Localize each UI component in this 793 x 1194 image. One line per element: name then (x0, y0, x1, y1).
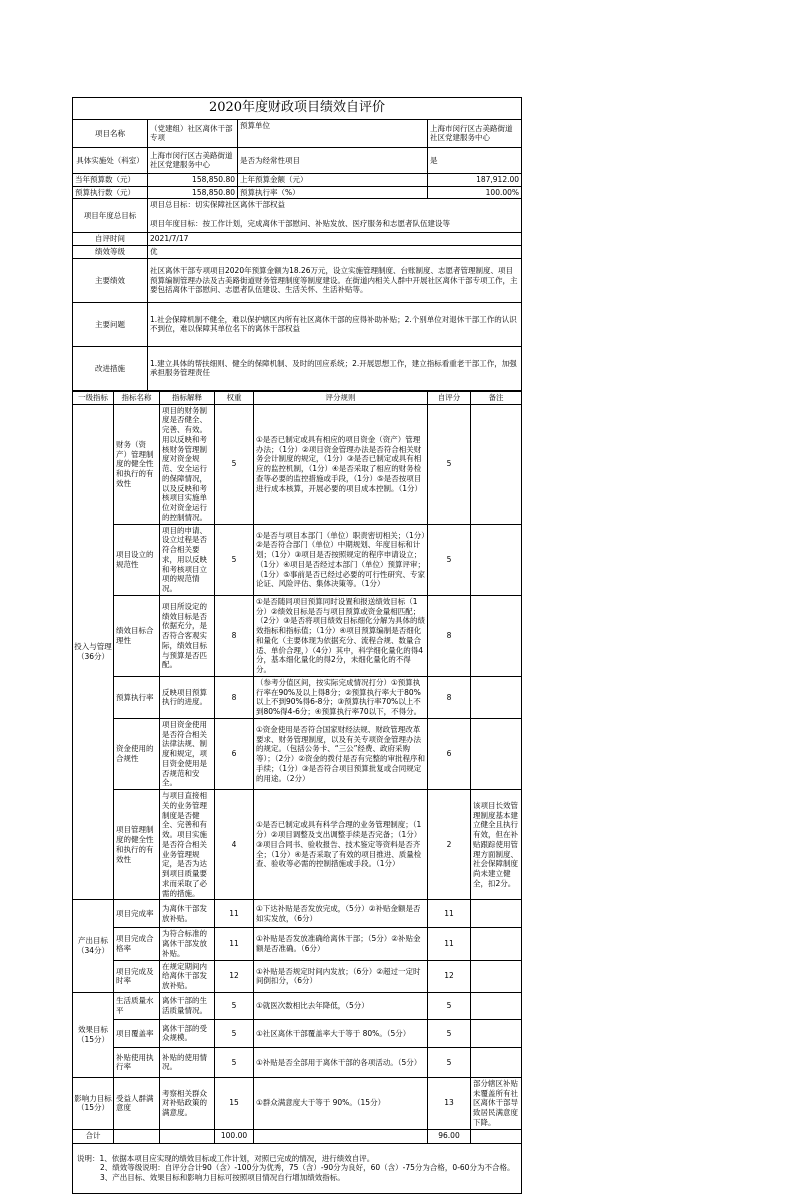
grade-value: 优 (148, 246, 522, 259)
indicator-name: 预算执行率 (114, 676, 160, 718)
indicator-name: 项目设立的规范性 (114, 524, 160, 595)
indicators-table (72, 391, 522, 1194)
indicator-row (73, 1077, 522, 1129)
header-rule: 评分规则 (254, 391, 428, 404)
indicator-note (471, 595, 522, 676)
indicator-name: 资金使用的合规性 (114, 718, 160, 789)
indicator-name: 受益人群满意度 (114, 1077, 160, 1129)
note-line-2: 2、绩效等级说明：自评分合计90（含）-100分为优秀，75（含）-90分为良好，60（含）-75分为合格，0-60分为不合格。 (100, 1163, 515, 1173)
prev-budget-value: 187,912.00 (428, 173, 522, 186)
indicator-row (73, 595, 522, 676)
annual-goal-value (148, 199, 522, 233)
budget-unit-label: 预算单位 (238, 119, 428, 147)
table-row (73, 246, 522, 259)
indicator-note (471, 928, 522, 960)
page-title: 2020年度财政项目绩效自评价 (73, 98, 522, 120)
header-weight: 权重 (215, 391, 254, 404)
indicator-row (73, 928, 522, 960)
indicator-score: 5 (428, 992, 471, 1019)
indicator-name: 绩效目标合理性 (114, 595, 160, 676)
indicator-weight: 11 (215, 900, 254, 928)
grade-label: 绩效等级 (73, 246, 148, 259)
indicator-note (471, 718, 522, 789)
indicator-row (73, 718, 522, 789)
execution-rate-value: 100.00% (428, 186, 522, 199)
indicator-name: 项目管理制度的健全性和执行的有效性 (114, 790, 160, 900)
indicator-weight: 4 (215, 790, 254, 900)
empty-cell (160, 1129, 215, 1143)
indicator-name: 项目完成率 (114, 900, 160, 928)
indicator-rule: ①就医次数相比去年降低，（5分） (254, 992, 428, 1019)
implementer-value: 上海市闵行区古美路街道社区党建服务中心 (148, 147, 238, 173)
indicator-rule: ①是否与项目本部门（单位）职责密切相关；（1分）②是否符合部门（单位）中期规划、年度目标和计划；（1分）③项目是否按照规定的程序申请设立；（1分）④项目是否经过本部门（单位）预算评审；（1分）⑤事前是否已经过必要的可行性研究、专家论证、风险评估、集体决策等。（1分） (254, 524, 428, 595)
problems-value: 1.社会保障机制不健全，难以保护辖区内所有社区离休干部的应得补助补贴；2.个别单位对退休干部工作的认识不到位，难以保障其单位名下的离休干部权益 (148, 302, 522, 346)
indicator-note: 该项目长效管理制度基本建立健全且执行有效，但在补贴跟踪使用管理方面制度、社会保障制度尚未建立健全，扣2分。 (471, 790, 522, 900)
indicator-explain: 在规定期间内给离休干部发放补贴。 (160, 960, 215, 992)
self-eval-time-label: 自评时间 (73, 233, 148, 246)
header-level1: 一级指标 (73, 391, 114, 404)
info-table (72, 97, 522, 391)
table-row (73, 346, 522, 390)
indicator-row (73, 992, 522, 1019)
indicator-rule: ①社区离休干部覆盖率大于等于 80%。（5分） (254, 1019, 428, 1047)
table-row (73, 173, 522, 186)
indicator-note (471, 960, 522, 992)
prev-budget-label: 上年预算金额（元） (238, 173, 428, 186)
indicator-weight: 11 (215, 928, 254, 960)
empty-cell (254, 1129, 428, 1143)
indicators-header-row (73, 391, 522, 404)
annual-goal-line1: 项目总目标：切实保障社区离休干部权益 (150, 200, 285, 210)
indicator-explain: 为离休干部发放补贴。 (160, 900, 215, 928)
spacer (150, 210, 519, 219)
indicator-name: 项目完成合格率 (114, 928, 160, 960)
indicator-rule: ①资金使用是否符合国家财经法规、财政管理改革要求、财务管理制度，以及有关专项资金管理办法的规定。（包括公务卡、“三公”经费、政府采购等）；（2分）②资金的拨付是否有完整的审批程序和手续；（1分）③是否符合项目预算批复或合同规定的用途。（2分） (254, 718, 428, 789)
execution-value: 158,850.80 (148, 186, 238, 199)
execution-rate-label: 预算执行率（%） (238, 186, 428, 199)
indicator-rule: （参考分值区间，按实际完成情况打分）①预算执行率在90%及以上得8分；②预算执行率大于80%以上不到90%得6-8分；③预算执行率70%以上不到80%得4-6分；④预算执行率70以下，不得分。 (254, 676, 428, 718)
total-row (73, 1129, 522, 1143)
indicator-explain: 项目所设定的绩效目标是否依据充分，是否符合客观实际，绩效目标与预算是否匹配。 (160, 595, 215, 676)
indicator-rule: ①补贴是否规定时间内发放；（6分）②超过一定时间倒扣分，（6分） (254, 960, 428, 992)
indicator-weight: 5 (215, 1047, 254, 1077)
indicator-score: 6 (428, 718, 471, 789)
indicator-score: 11 (428, 928, 471, 960)
indicator-row (73, 676, 522, 718)
empty-cell (114, 1129, 160, 1143)
current-budget-label: 当年预算数（元） (73, 173, 148, 186)
notes-row (73, 1143, 522, 1193)
problems-label: 主要问题 (73, 302, 148, 346)
group-cell: 产出目标（34分） (73, 900, 114, 993)
budget-unit-value: 上海市闵行区古美路街道社区党建服务中心 (428, 119, 522, 147)
improvements-value: 1.建立具体的帮扶细则、健全的保障机制、及时的回应系统；2.开展思想工作，建立指标看重老干部工作，加强承担服务管理责任 (148, 346, 522, 390)
table-row (73, 258, 522, 302)
project-name-label: 项目名称 (73, 119, 148, 147)
indicator-rule: ①是否已制定或具有相应的项目资金（资产）管理办法；（1分）②项目资金管理办法是否符合相关财务会计制度的规定，（1分）③是否已制定或具有相应的监控机制，（1分）④是否采取了相应的财务检查等必要的监控措施或手段，（1分）⑤是否按项目进行成本核算，开展必要的项目成本控制。（1分） (254, 404, 428, 524)
indicator-row (73, 900, 522, 928)
indicator-weight: 8 (215, 595, 254, 676)
indicator-row (73, 524, 522, 595)
indicator-explain: 为符合标准的离休干部发放补贴。 (160, 928, 215, 960)
indicator-rule: ①是否已制定或具有科学合理的业务管理制度；（1分）②项目调整及支出调整手续是否完备；（1分）③项目合同书、验收报告、技术鉴定等资料是否齐全；（1分）④是否采取了有效的项目推进、质量检查、验收等必需的控制措施或手段。（1分） (254, 790, 428, 900)
header-score: 自评分 (428, 391, 471, 404)
note-line-1: 说明：1、依据本项目应实现的绩效目标或工作计划，对照已完成的情况，进行绩效自评。 (77, 1153, 375, 1163)
indicator-weight: 5 (215, 1019, 254, 1047)
indicator-score: 5 (428, 1047, 471, 1077)
indicator-score: 5 (428, 1019, 471, 1047)
total-weight: 100.00 (215, 1129, 254, 1143)
indicator-score: 8 (428, 595, 471, 676)
indicator-row (73, 1019, 522, 1047)
title-row (73, 98, 522, 120)
indicator-explain: 补贴的使用情况。 (160, 1047, 215, 1077)
total-label: 合计 (73, 1129, 114, 1143)
indicator-name: 生活质量水平 (114, 992, 160, 1019)
table-row (73, 233, 522, 246)
indicator-note (471, 1047, 522, 1077)
project-name-value: （党建组）社区离休干部专项 (148, 119, 238, 147)
indicator-rule: ①补贴是否全部用于离休干部的各项活动。（5分） (254, 1047, 428, 1077)
indicator-name: 项目完成及时率 (114, 960, 160, 992)
table-row (73, 302, 522, 346)
current-budget-value: 158,850.80 (148, 173, 238, 186)
indicator-note (471, 992, 522, 1019)
indicator-weight: 12 (215, 960, 254, 992)
indicator-row (73, 1047, 522, 1077)
indicator-weight: 5 (215, 524, 254, 595)
indicator-score: 12 (428, 960, 471, 992)
indicator-name: 项目覆盖率 (114, 1019, 160, 1047)
indicator-note (471, 1019, 522, 1047)
indicator-note (471, 900, 522, 928)
indicator-explain: 项目的申请、设立过程是否符合相关要求，用以反映和考核项目立项的规范情况。 (160, 524, 215, 595)
indicator-score: 2 (428, 790, 471, 900)
table-row (73, 186, 522, 199)
group-cell: 效果目标（15分） (73, 992, 114, 1077)
implementer-label: 具体实施处（科室） (73, 147, 148, 173)
group-cell: 投入与管理（36分） (73, 404, 114, 900)
empty-cell (471, 1129, 522, 1143)
indicator-score: 11 (428, 900, 471, 928)
group-cell: 影响力目标（15分） (73, 1077, 114, 1129)
indicator-note: 部分辖区补贴未覆盖所有社区离休干部导致居民满意度下降。 (471, 1077, 522, 1129)
indicator-explain: 项目的财务制度是否健全、完善、有效。用以反映和考核财务管理制度对资金规范、安全运行的保障情况，以及反映和考核项目实施单位对资金运行的控制情况。 (160, 404, 215, 524)
notes-cell (73, 1143, 522, 1193)
table-row (73, 147, 522, 173)
indicator-rule: ①补贴是否发放准确给离休干部；（5分）②补贴金额是否准确。（6分） (254, 928, 428, 960)
indicator-rule: ①群众满意度大于等于 90%。（15分） (254, 1077, 428, 1129)
header-explain: 指标解释 (160, 391, 215, 404)
indicator-explain: 与项目直接相关的业务管理制度是否健全、完善和有效。项目实施是否符合相关业务管理规定，是否为达到项目质量要求而采取了必需的措施。 (160, 790, 215, 900)
indicator-score: 5 (428, 524, 471, 595)
table-row (73, 199, 522, 233)
indicator-score: 5 (428, 404, 471, 524)
evaluation-sheet (72, 97, 521, 1194)
achievements-value: 社区离休干部专项项目2020年预算金额为18.26万元，设立实施管理制度、台账制度、志愿者管理制度、项目预算编制管理办法及古美路街道财务管理制度等制度建设。在街道内相关人群中开展社区离休干部专项工作，主要包括离休干部慰问、志愿者队伍建设、生活关怀、生活补贴等。 (148, 258, 522, 302)
table-row (73, 119, 522, 147)
achievements-label: 主要绩效 (73, 258, 148, 302)
improvements-label: 改进措施 (73, 346, 148, 390)
execution-label: 预算执行数（元） (73, 186, 148, 199)
indicator-note (471, 404, 522, 524)
recurring-label: 是否为经常性项目 (238, 147, 428, 173)
indicator-score: 13 (428, 1077, 471, 1129)
header-name: 指标名称 (114, 391, 160, 404)
indicator-explain: 项目资金使用是否符合相关法律法规、制度和规定，项目资金使用是否规范和安全。 (160, 718, 215, 789)
indicator-weight: 6 (215, 718, 254, 789)
indicator-note (471, 676, 522, 718)
indicator-rule: ①下达补贴是否发放完成，（5分）②补贴金额是否如实发放，（6分） (254, 900, 428, 928)
indicator-explain: 反映项目预算执行的进度。 (160, 676, 215, 718)
indicator-row (73, 404, 522, 524)
indicator-name: 补贴使用执行率 (114, 1047, 160, 1077)
indicator-explain: 考察相关群众对补贴政策的满意度。 (160, 1077, 215, 1129)
indicator-weight: 5 (215, 992, 254, 1019)
recurring-value: 是 (428, 147, 522, 173)
annual-goal-label: 项目年度总目标 (73, 199, 148, 233)
annual-goal-line2: 项目年度目标：按工作计划，完成离休干部慰问、补贴发放、医疗服务和志愿者队伍建设等 (150, 219, 450, 229)
indicator-row (73, 790, 522, 900)
indicator-explain: 离休干部的受众规模。 (160, 1019, 215, 1047)
indicator-weight: 5 (215, 404, 254, 524)
indicator-name: 财务（资产）管理制度的健全性和执行的有效性 (114, 404, 160, 524)
indicator-note (471, 524, 522, 595)
indicator-score: 8 (428, 676, 471, 718)
total-score: 96.00 (428, 1129, 471, 1143)
indicator-row (73, 960, 522, 992)
note-line-3: 3、产出目标、效果目标和影响力目标可按照项目情况自行增加绩效指标。 (100, 1173, 345, 1183)
indicator-explain: 离休干部的生活质量情况。 (160, 992, 215, 1019)
indicator-weight: 8 (215, 676, 254, 718)
self-eval-time-value: 2021/7/17 (148, 233, 522, 246)
indicator-weight: 15 (215, 1077, 254, 1129)
indicator-rule: ①是否随同项目预算同时设置和报送绩效目标（1分）②绩效目标是否与项目预算或资金量相匹配；（2分）③是否将项目绩效目标细化分解为具体的绩效指标和指标值；（1分）④项目预算编制是否细化和量化（主要体现为依据充分、流程合规、数量合适、单价合理，）（4分）其中，科学细化量化的得4分，基本细化量化的得2分，未细化量化的不得分。 (254, 595, 428, 676)
header-note: 备注 (471, 391, 522, 404)
